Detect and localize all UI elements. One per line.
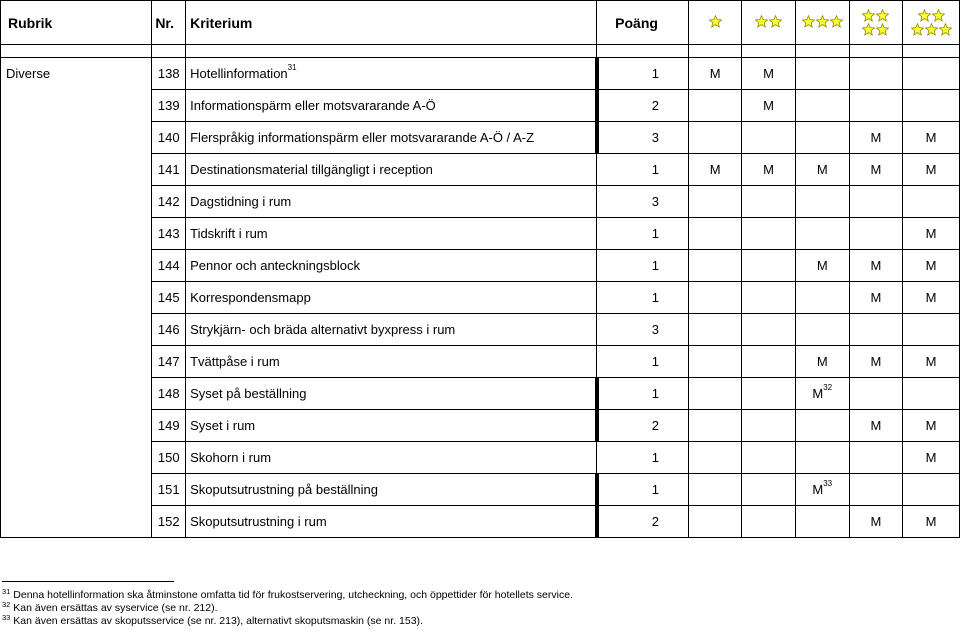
star-level-2-cell: [742, 186, 796, 218]
star-icon: [876, 23, 889, 36]
star-level-5-cell: [903, 282, 960, 314]
nr-cell: 147: [152, 346, 186, 378]
table-row: [1, 378, 960, 410]
poang-cell: 2: [597, 90, 689, 122]
star-level-5-cell: [903, 474, 960, 506]
star-level-3-cell: [795, 122, 849, 154]
poang-cell: 2: [597, 410, 689, 442]
footnote-text: Denna hotellinformation ska åtminstone omfatta tid för frukostservering, utcheckning, och öppettider för hotellets service.: [13, 589, 573, 601]
mandatory-mark: M: [763, 162, 774, 177]
table-row: [1, 154, 960, 186]
poang-cell: 3: [597, 186, 689, 218]
star-level-4-cell: [849, 410, 903, 442]
poang-cell: 3: [597, 314, 689, 346]
footnote-ref: 33: [823, 479, 833, 488]
rubrik-cell: [1, 506, 152, 538]
mandatory-mark: M: [816, 354, 828, 369]
spacer-row: [1, 45, 960, 58]
footnote-text: Kan även ersättas av syservice (se nr. 212).: [13, 602, 218, 614]
star-level-2-cell: [742, 218, 796, 250]
star-level-2-cell: [742, 410, 796, 442]
star-level-1-cell: [688, 250, 741, 282]
nr-cell: 150: [152, 442, 186, 474]
star-level-2-cell: [742, 506, 796, 538]
mandatory-mark: M: [812, 482, 824, 497]
star-icon: [911, 23, 924, 36]
kriterium-text: Strykjärn- och bräda alternativt byxpress i rum: [190, 322, 456, 337]
poang-cell: 1: [597, 474, 689, 506]
mandatory-mark: M: [925, 354, 937, 369]
mandatory-mark: M: [870, 514, 882, 529]
star-level-4-cell: [849, 250, 903, 282]
table-row: [1, 186, 960, 218]
star-icon: [918, 9, 931, 22]
kriterium-text: Flerspråkig informationspärm eller motsvararande A-Ö / A-Z: [190, 130, 535, 145]
star-level-4-cell: [849, 474, 903, 506]
kriterium-text: Tvättpåse i rum: [190, 354, 280, 369]
kriterium-cell: [186, 250, 597, 282]
poang-cell: 1: [597, 378, 689, 410]
star-level-1-cell: [688, 378, 741, 410]
star-icon: [755, 15, 768, 28]
nr-cell: 140: [152, 122, 186, 154]
star-level-4-cell: [849, 122, 903, 154]
criteria-rows: [1, 58, 960, 538]
star-icon: [932, 9, 945, 22]
star-rating-icon: [911, 9, 952, 36]
star-level-4-cell: [849, 90, 903, 122]
star-rating-icon: [709, 15, 722, 28]
kriterium-cell: [186, 282, 597, 314]
star-level-4-cell: [849, 314, 903, 346]
star-level-2-cell: [742, 250, 796, 282]
star-level-4-cell: [849, 154, 903, 186]
kriterium-text: Syset i rum: [190, 418, 256, 433]
mandatory-mark: M: [925, 450, 937, 465]
header-poang: Poäng: [597, 1, 689, 45]
star-level-2-cell: [742, 154, 796, 186]
rubrik-cell: [1, 442, 152, 474]
star-icon: [862, 9, 875, 22]
star-level-3-cell: [795, 378, 849, 410]
header-row: [1, 1, 960, 45]
mandatory-mark: M: [925, 418, 937, 433]
rubrik-cell: [1, 410, 152, 442]
kriterium-text: Dagstidning i rum: [190, 194, 292, 209]
star-level-1-cell: [688, 474, 741, 506]
kriterium-cell: [186, 378, 597, 410]
star-level-1-cell: [688, 314, 741, 346]
mandatory-mark: M: [925, 258, 937, 273]
kriterium-text: Pennor och anteckningsblock: [190, 258, 360, 273]
poang-cell: 1: [597, 250, 689, 282]
nr-cell: 139: [152, 90, 186, 122]
star-level-2-cell: [742, 282, 796, 314]
star-level-3-cell: [795, 218, 849, 250]
star-icon: [830, 15, 843, 28]
star-level-3-cell: [795, 250, 849, 282]
nr-cell: 141: [152, 154, 186, 186]
rubrik-cell: [1, 378, 152, 410]
star-level-5-cell: [903, 506, 960, 538]
star-level-5-cell: [903, 154, 960, 186]
table-row: [1, 250, 960, 282]
table-row: [1, 90, 960, 122]
header-star-2: [742, 1, 796, 45]
kriterium-cell: [186, 442, 597, 474]
star-level-1-cell: [688, 186, 741, 218]
mandatory-mark: M: [870, 130, 882, 145]
rubrik-cell: [1, 218, 152, 250]
star-level-2-cell: [742, 442, 796, 474]
kriterium-text: Korrespondensmapp: [190, 290, 311, 305]
star-icon: [876, 9, 889, 22]
star-icon: [925, 23, 938, 36]
kriterium-cell: [186, 314, 597, 346]
star-level-4-cell: [849, 442, 903, 474]
star-level-5-cell: [903, 378, 960, 410]
kriterium-cell: [186, 58, 597, 90]
kriterium-text: Hotellinformation: [190, 66, 288, 81]
star-icon: [816, 15, 829, 28]
nr-cell: 151: [152, 474, 186, 506]
table-row: [1, 122, 960, 154]
mandatory-mark: M: [812, 386, 824, 401]
star-level-2-cell: [742, 346, 796, 378]
header-star-5: [903, 1, 960, 45]
mandatory-mark: M: [870, 290, 882, 305]
poang-cell: 1: [597, 442, 689, 474]
footnote-number: 33: [2, 613, 11, 622]
star-level-1-cell: [688, 154, 741, 186]
header-star-4: [849, 1, 903, 45]
footnote-ref: 32: [823, 383, 833, 392]
star-level-3-cell: [795, 90, 849, 122]
mandatory-mark: M: [870, 354, 882, 369]
kriterium-text: Informationspärm eller motsvararande A-Ö: [190, 98, 436, 113]
star-level-1-cell: [688, 282, 741, 314]
star-level-5-cell: [903, 122, 960, 154]
kriterium-cell: [186, 90, 597, 122]
star-rating-icon: [755, 15, 782, 28]
mandatory-mark: M: [709, 66, 721, 81]
star-icon: [939, 23, 952, 36]
footnote-number: 31: [2, 587, 11, 596]
star-level-4-cell: [849, 218, 903, 250]
mandatory-mark: M: [709, 162, 721, 177]
star-level-4-cell: [849, 378, 903, 410]
star-level-3-cell: [795, 282, 849, 314]
poang-cell: 1: [597, 58, 689, 90]
table-row: [1, 346, 960, 378]
star-level-1-cell: [688, 346, 741, 378]
star-level-5-cell: [903, 186, 960, 218]
star-level-3-cell: [795, 474, 849, 506]
star-icon: [802, 15, 815, 28]
footnotes: [2, 589, 573, 628]
footnote: [2, 602, 573, 615]
star-level-4-cell: [849, 282, 903, 314]
star-icon: [709, 15, 722, 28]
star-level-2-cell: [742, 474, 796, 506]
nr-cell: 143: [152, 218, 186, 250]
nr-cell: 144: [152, 250, 186, 282]
nr-cell: 146: [152, 314, 186, 346]
table-row: [1, 474, 960, 506]
header-nr: Nr.: [152, 1, 186, 45]
mandatory-mark: M: [816, 162, 828, 177]
star-level-3-cell: [795, 58, 849, 90]
kriterium-text: Skohorn i rum: [190, 450, 272, 465]
star-rating-icon: [862, 9, 889, 36]
star-level-2-cell: [742, 58, 796, 90]
mandatory-mark: M: [816, 258, 828, 273]
mandatory-mark: M: [763, 66, 774, 81]
mandatory-mark: M: [870, 258, 882, 273]
rubrik-cell: [1, 154, 152, 186]
table-row: [1, 314, 960, 346]
star-level-5-cell: [903, 218, 960, 250]
star-level-5-cell: [903, 410, 960, 442]
star-level-1-cell: [688, 122, 741, 154]
star-level-3-cell: [795, 346, 849, 378]
rubrik-cell: Diverse: [1, 58, 152, 90]
star-level-5-cell: [903, 346, 960, 378]
nr-cell: 142: [152, 186, 186, 218]
star-icon: [862, 23, 875, 36]
poang-cell: 1: [597, 282, 689, 314]
kriterium-text: Skoputsutrustning på beställning: [190, 482, 379, 497]
star-level-1-cell: [688, 442, 741, 474]
rubrik-cell: [1, 314, 152, 346]
star-level-5-cell: [903, 90, 960, 122]
poang-cell: 1: [597, 154, 689, 186]
table-row: [1, 282, 960, 314]
table-row: [1, 410, 960, 442]
nr-cell: 138: [152, 58, 186, 90]
mandatory-mark: M: [925, 226, 937, 241]
kriterium-cell: [186, 346, 597, 378]
rubrik-cell: [1, 250, 152, 282]
footnote: [2, 589, 573, 602]
star-level-5-cell: [903, 250, 960, 282]
rubrik-cell: [1, 186, 152, 218]
star-level-1-cell: [688, 218, 741, 250]
star-level-3-cell: [795, 442, 849, 474]
kriterium-cell: [186, 154, 597, 186]
star-level-3-cell: [795, 506, 849, 538]
star-level-5-cell: [903, 442, 960, 474]
star-level-5-cell: [903, 314, 960, 346]
poang-cell: 1: [597, 346, 689, 378]
footnote: [2, 615, 573, 628]
mandatory-mark: M: [870, 418, 882, 433]
header-star-3: [795, 1, 849, 45]
star-level-3-cell: [795, 154, 849, 186]
footnote-number: 32: [2, 600, 11, 609]
mandatory-mark: M: [870, 162, 882, 177]
nr-cell: 148: [152, 378, 186, 410]
star-level-1-cell: [688, 410, 741, 442]
kriterium-text: Syset på beställning: [190, 386, 307, 401]
poang-cell: 2: [597, 506, 689, 538]
mandatory-mark: M: [925, 162, 937, 177]
star-level-3-cell: [795, 186, 849, 218]
mandatory-mark: M: [763, 98, 774, 113]
kriterium-cell: [186, 506, 597, 538]
star-level-2-cell: [742, 378, 796, 410]
kriterium-text: Destinationsmaterial tillgängligt i reception: [190, 162, 433, 177]
mandatory-mark: M: [925, 130, 937, 145]
star-level-3-cell: [795, 314, 849, 346]
star-level-2-cell: [742, 314, 796, 346]
rubrik-cell: [1, 282, 152, 314]
kriterium-text: Tidskrift i rum: [190, 226, 268, 241]
header-star-1: [688, 1, 741, 45]
kriterium-cell: [186, 410, 597, 442]
star-level-5-cell: [903, 58, 960, 90]
star-level-4-cell: [849, 186, 903, 218]
kriterium-cell: [186, 218, 597, 250]
kriterium-text: Skoputsutrustning i rum: [190, 514, 327, 529]
rubrik-cell: [1, 90, 152, 122]
kriterium-cell: [186, 186, 597, 218]
star-level-1-cell: [688, 506, 741, 538]
poang-cell: 1: [597, 218, 689, 250]
star-level-1-cell: [688, 58, 741, 90]
mandatory-mark: M: [925, 290, 937, 305]
nr-cell: 149: [152, 410, 186, 442]
star-rating-icon: [802, 15, 843, 28]
star-level-1-cell: [688, 90, 741, 122]
footnote-separator: [2, 581, 174, 582]
star-level-2-cell: [742, 90, 796, 122]
table-row: [1, 218, 960, 250]
rubrik-cell: [1, 122, 152, 154]
star-level-4-cell: [849, 58, 903, 90]
star-level-4-cell: [849, 506, 903, 538]
header-kriterium: Kriterium: [186, 1, 597, 45]
star-level-4-cell: [849, 346, 903, 378]
table-row: [1, 442, 960, 474]
nr-cell: 145: [152, 282, 186, 314]
star-level-3-cell: [795, 410, 849, 442]
poang-cell: 3: [597, 122, 689, 154]
mandatory-mark: M: [925, 514, 937, 529]
table-row: [1, 58, 960, 90]
star-level-2-cell: [742, 122, 796, 154]
kriterium-cell: [186, 122, 597, 154]
footnote-ref: 31: [287, 63, 297, 72]
header-rubrik: Rubrik: [1, 1, 152, 45]
nr-cell: 152: [152, 506, 186, 538]
rubrik-cell: [1, 474, 152, 506]
table-row: [1, 506, 960, 538]
rubrik-cell: [1, 346, 152, 378]
star-icon: [769, 15, 782, 28]
footnote-text: Kan även ersättas av skoputsservice (se nr. 213), alternativt skoputsmaskin (se nr. 153).: [13, 615, 423, 627]
kriterium-cell: [186, 474, 597, 506]
